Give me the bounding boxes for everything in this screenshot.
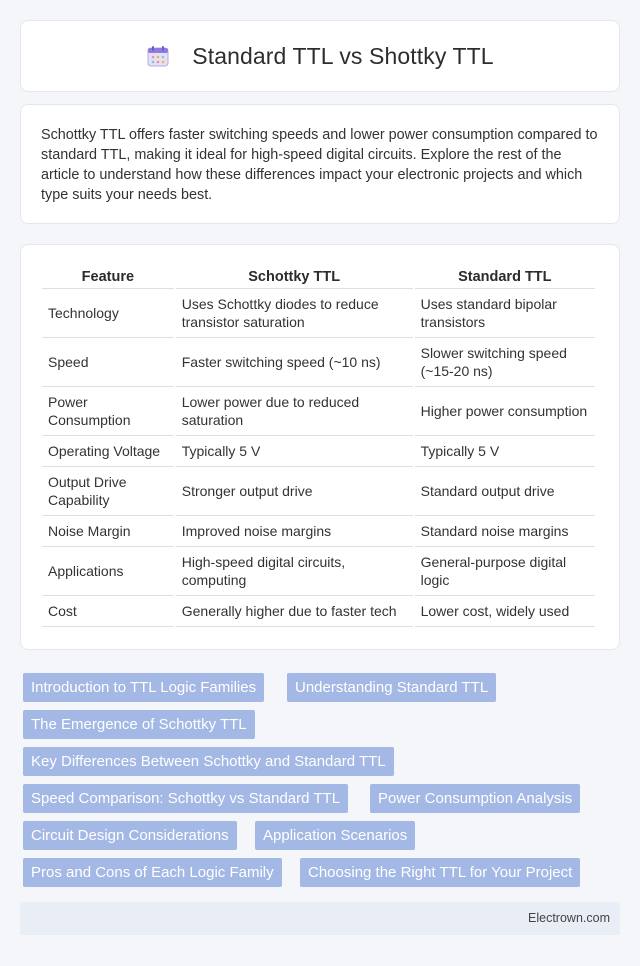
tag-circuit-design[interactable]: Circuit Design Considerations (23, 821, 237, 850)
tag-speed-comparison[interactable]: Speed Comparison: Schottky vs Standard TTL (23, 784, 348, 813)
table-cell: Operating Voltage (42, 436, 174, 467)
table-cell: Output Drive Capability (42, 467, 174, 516)
table-row (42, 436, 595, 467)
table-cell: Slower switching speed (~15-20 ns) (415, 338, 595, 387)
comparison-table (40, 265, 597, 627)
column-header: Schottky TTL (176, 265, 413, 289)
table-cell: Higher power consumption (415, 387, 595, 436)
table-header-row (42, 265, 595, 289)
table-row (42, 516, 595, 547)
intro-card (20, 104, 620, 224)
table-row (42, 387, 595, 436)
title-card (20, 20, 620, 92)
tag-application-scenarios[interactable]: Application Scenarios (255, 821, 415, 850)
table-cell: Stronger output drive (176, 467, 413, 516)
table-cell: Cost (42, 596, 174, 627)
table-row (42, 338, 595, 387)
footer-site: Electrown.com (528, 911, 610, 925)
tag-emergence-schottky-ttl[interactable]: The Emergence of Schottky TTL (23, 710, 255, 739)
calendar-icon (146, 44, 170, 68)
table-cell: Power Consumption (42, 387, 174, 436)
comparison-table-card (20, 244, 620, 650)
table-cell: Speed (42, 338, 174, 387)
footer (20, 902, 620, 935)
table-cell: Applications (42, 547, 174, 596)
column-header: Standard TTL (415, 265, 595, 289)
table-row (42, 547, 595, 596)
table-row (42, 596, 595, 627)
intro-text: Schottky TTL offers faster switching speeds and lower power consumption compared to standard TTL, making it ideal for high-speed digital circuits. Explore the rest of the article to understand how these differences impact your electronic projects and which type suits your needs best. (41, 127, 598, 203)
table-cell: Lower power due to reduced saturation (176, 387, 413, 436)
table-row (42, 467, 595, 516)
table-cell: Standard noise margins (415, 516, 595, 547)
tag-key-differences[interactable]: Key Differences Between Schottky and Standard TTL (23, 747, 394, 776)
table-cell: Typically 5 V (176, 436, 413, 467)
table-cell: Improved noise margins (176, 516, 413, 547)
tag-power-consumption[interactable]: Power Consumption Analysis (370, 784, 580, 813)
table-cell: General-purpose digital logic (415, 547, 595, 596)
tag-choosing-right-ttl[interactable]: Choosing the Right TTL for Your Project (300, 858, 580, 887)
table-cell: Uses standard bipolar transistors (415, 289, 595, 338)
table-cell: Standard output drive (415, 467, 595, 516)
table-cell: Lower cost, widely used (415, 596, 595, 627)
tag-understanding-standard-ttl[interactable]: Understanding Standard TTL (287, 673, 496, 702)
tag-pros-cons[interactable]: Pros and Cons of Each Logic Family (23, 858, 282, 887)
table-cell: Faster switching speed (~10 ns) (176, 338, 413, 387)
table-cell: Generally higher due to faster tech (176, 596, 413, 627)
tag-intro-ttl-families[interactable]: Introduction to TTL Logic Families (23, 673, 264, 702)
column-header: Feature (42, 265, 174, 289)
page-title: Standard TTL vs Shottky TTL (192, 42, 494, 69)
table-row (42, 289, 595, 338)
table-cell: Noise Margin (42, 516, 174, 547)
table-cell: Uses Schottky diodes to reduce transistor saturation (176, 289, 413, 338)
table-cell: High-speed digital circuits, computing (176, 547, 413, 596)
table-cell: Typically 5 V (415, 436, 595, 467)
table-cell: Technology (42, 289, 174, 338)
